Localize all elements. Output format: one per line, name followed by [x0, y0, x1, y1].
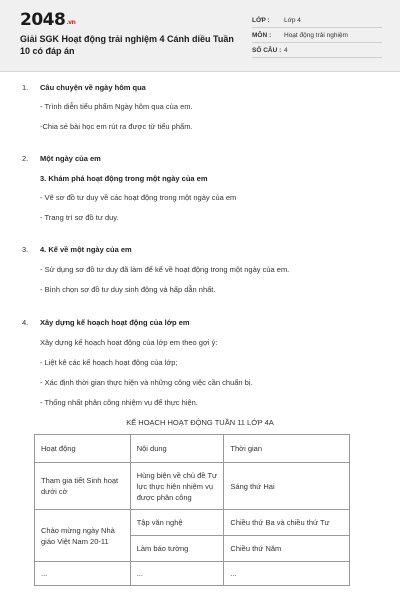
- section-3-number: 3.: [22, 245, 29, 254]
- table-caption: KẾ HOẠCH HOẠT ĐỘNG TUẦN 11 LỚP 4A: [126, 418, 274, 427]
- section-4-line-2: - Liệt kê các kế hoạch hoạt động của lớp;: [40, 358, 178, 367]
- logo-sub: .vn: [66, 19, 76, 26]
- meta-class-key: LỚP :: [252, 17, 270, 24]
- table-row: [35, 562, 350, 586]
- section-4-line-3: - Xác định thời gian thực hiện và những công việc cần chuẩn bị.: [40, 378, 253, 387]
- table-row: [35, 510, 350, 536]
- section-2-subtitle: 3. Khám phá hoạt động trong một ngày của em: [40, 174, 208, 183]
- table-header-activity: Hoạt động: [35, 435, 131, 463]
- section-4-title: Xây dựng kế hoạch hoạt động của lớp em: [40, 318, 190, 327]
- table-header-content: Nội dung: [130, 435, 224, 463]
- section-1-number: 1.: [22, 83, 29, 92]
- table-cell-time: ...: [224, 562, 350, 586]
- table-cell-activity: Chào mừng ngày Nhà giáo Việt Nam 20-11: [35, 510, 131, 562]
- table-cell-time: Sáng thứ Hai: [224, 463, 350, 510]
- section-2-title: Một ngày của em: [40, 154, 101, 163]
- table-cell-time: Chiều thứ Năm: [224, 536, 350, 562]
- table-header-row: [35, 435, 350, 463]
- section-3-title: 4. Kế về một ngày của em: [40, 245, 132, 254]
- table-cell-content: Hùng biện về chủ đề Tự lực thực hiện nhiệm vụ được phân công: [130, 463, 224, 510]
- section-4-line-1: Xây dựng kế hoạch hoạt động của lớp em theo gợi ý:: [40, 338, 218, 347]
- table-cell-time: Chiều thứ Ba và chiều thứ Tư: [224, 510, 350, 536]
- section-2-number: 2.: [22, 154, 29, 163]
- meta-subject-key: MÔN :: [252, 32, 272, 39]
- table-cell-activity: ...: [35, 562, 131, 586]
- section-1-line-2: -Chia sẻ bài học em rút ra được từ tiểu phẩm.: [40, 122, 193, 131]
- table-cell-content: ...: [130, 562, 224, 586]
- document-header: [0, 0, 400, 72]
- section-3-line-1: - Sử dụng sơ đồ tư duy đã làm để kể về hoạt động trong một ngày của em.: [40, 265, 290, 274]
- document-title: Giải SGK Hoạt động trải nghiệm 4 Cánh diều Tuần 10 có đáp án: [20, 34, 234, 56]
- meta-count-row: [252, 44, 382, 58]
- meta-count-value: 4: [284, 47, 288, 54]
- activity-plan-table: [34, 434, 350, 586]
- site-logo[interactable]: [20, 10, 75, 30]
- section-3-line-2: - Bình chọn sơ đồ tư duy sinh động và hấp dẫn nhất.: [40, 285, 216, 294]
- section-4-line-4: - Thống nhất phân công nhiệm vụ để thực hiện.: [40, 398, 198, 407]
- table-row: [35, 463, 350, 510]
- table-header-time: Thời gian: [224, 435, 350, 463]
- meta-subject-value: Hoạt động trải nghiệm: [284, 32, 348, 39]
- table-cell-content: Tập văn nghệ: [130, 510, 224, 536]
- meta-class-row: [252, 14, 382, 28]
- meta-count-key: SỐ CÂU :: [252, 47, 282, 54]
- section-2-line-2: - Trang trí sơ đồ tư duy.: [40, 213, 119, 222]
- meta-subject-row: [252, 29, 382, 43]
- section-1-title: Câu chuyện về ngày hôm qua: [40, 83, 146, 92]
- section-1-line-1: - Trình diễn tiểu phẩm Ngày hôm qua của em.: [40, 102, 193, 111]
- section-2-line-1: - Vẽ sơ đồ tư duy về các hoạt động trong một ngày của em: [40, 193, 237, 202]
- meta-class-value: Lớp 4: [284, 17, 301, 24]
- table-cell-content: Làm báo tường: [130, 536, 224, 562]
- table-cell-activity: Tham gia tiết Sinh hoạt dưới cờ: [35, 463, 131, 510]
- logo-main: 2048: [20, 10, 66, 30]
- section-4-number: 4.: [22, 318, 29, 327]
